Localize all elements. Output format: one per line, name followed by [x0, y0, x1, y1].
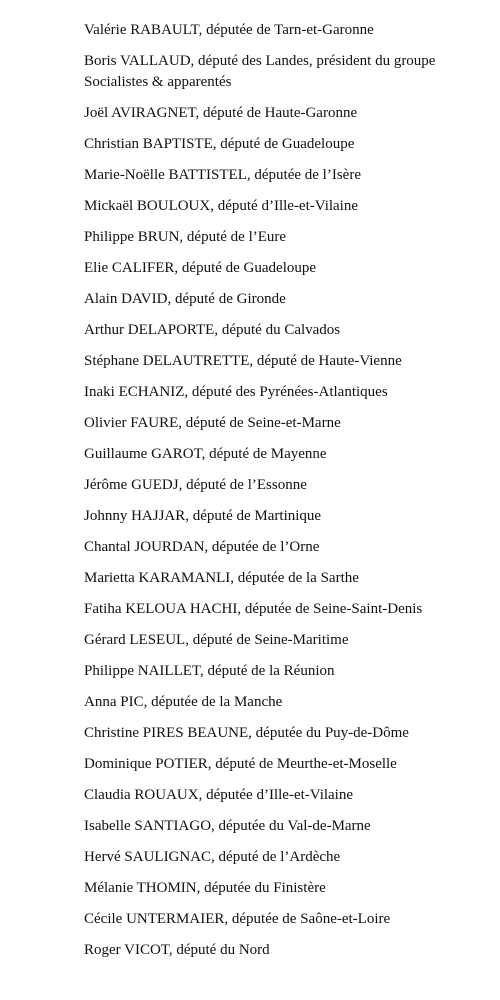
signatory-entry: Johnny HAJJAR, député de Martinique — [84, 508, 322, 524]
signatory-entry: Stéphane DELAUTRETTE, député de Haute-Vienne — [84, 353, 402, 369]
signatory-entry: Dominique POTIER, député de Meurthe-et-Moselle — [84, 756, 397, 772]
signatory-entry: Inaki ECHANIZ, député des Pyrénées-Atlantiques — [84, 384, 388, 400]
signatory-entry: Claudia ROUAUX, députée d’Ille-et-Vilaine — [84, 787, 354, 803]
signatory-entry: Joël AVIRAGNET, député de Haute-Garonne — [84, 105, 358, 121]
signatory-entry: Isabelle SANTIAGO, députée du Val-de-Marne — [84, 818, 371, 834]
signatory-entry: Anna PIC, députée de la Manche — [84, 694, 283, 710]
signatory-entry: Christine PIRES BEAUNE, députée du Puy-de-Dôme — [84, 725, 409, 741]
signatory-entry: Olivier FAURE, député de Seine-et-Marne — [84, 415, 341, 431]
signatory-entry: Guillaume GAROT, député de Mayenne — [84, 446, 327, 462]
signatory-entry: Jérôme GUEDJ, député de l’Essonne — [84, 477, 307, 493]
signatory-entry: Mickaël BOULOUX, député d’Ille-et-Vilaine — [84, 198, 359, 214]
signatory-entry: Alain DAVID, député de Gironde — [84, 291, 286, 307]
signatory-entry: Valérie RABAULT, députée de Tarn-et-Garonne — [84, 22, 374, 38]
signatory-entry: Cécile UNTERMAIER, députée de Saône-et-Loire — [84, 911, 391, 927]
signatory-entry: Elie CALIFER, député de Guadeloupe — [84, 260, 317, 276]
signatory-entry: Christian BAPTISTE, député de Guadeloupe — [84, 136, 355, 152]
signatory-entry: Fatiha KELOUA HACHI, députée de Seine-Saint-Denis — [84, 601, 423, 617]
signatory-list — [84, 20, 484, 971]
signatory-entry: Marietta KARAMANLI, députée de la Sarthe — [84, 570, 359, 586]
signatory-entry: Mélanie THOMIN, députée du Finistère — [84, 880, 326, 896]
signatory-entry: Chantal JOURDAN, députée de l’Orne — [84, 539, 320, 555]
signatory-entry: Gérard LESEUL, député de Seine-Maritime — [84, 632, 349, 648]
signatory-entry: Philippe BRUN, député de l’Eure — [84, 229, 287, 245]
signatory-entry: Philippe NAILLET, député de la Réunion — [84, 663, 335, 679]
signatory-entry: Boris VALLAUD, député des Landes, président du groupe Socialistes & apparentés — [84, 53, 436, 90]
signatory-entry: Arthur DELAPORTE, député du Calvados — [84, 322, 341, 338]
signatory-entry: Marie-Noëlle BATTISTEL, députée de l’Isère — [84, 167, 361, 183]
signatory-entry: Hervé SAULIGNAC, député de l’Ardèche — [84, 849, 341, 865]
signatory-entry: Roger VICOT, député du Nord — [84, 942, 270, 958]
